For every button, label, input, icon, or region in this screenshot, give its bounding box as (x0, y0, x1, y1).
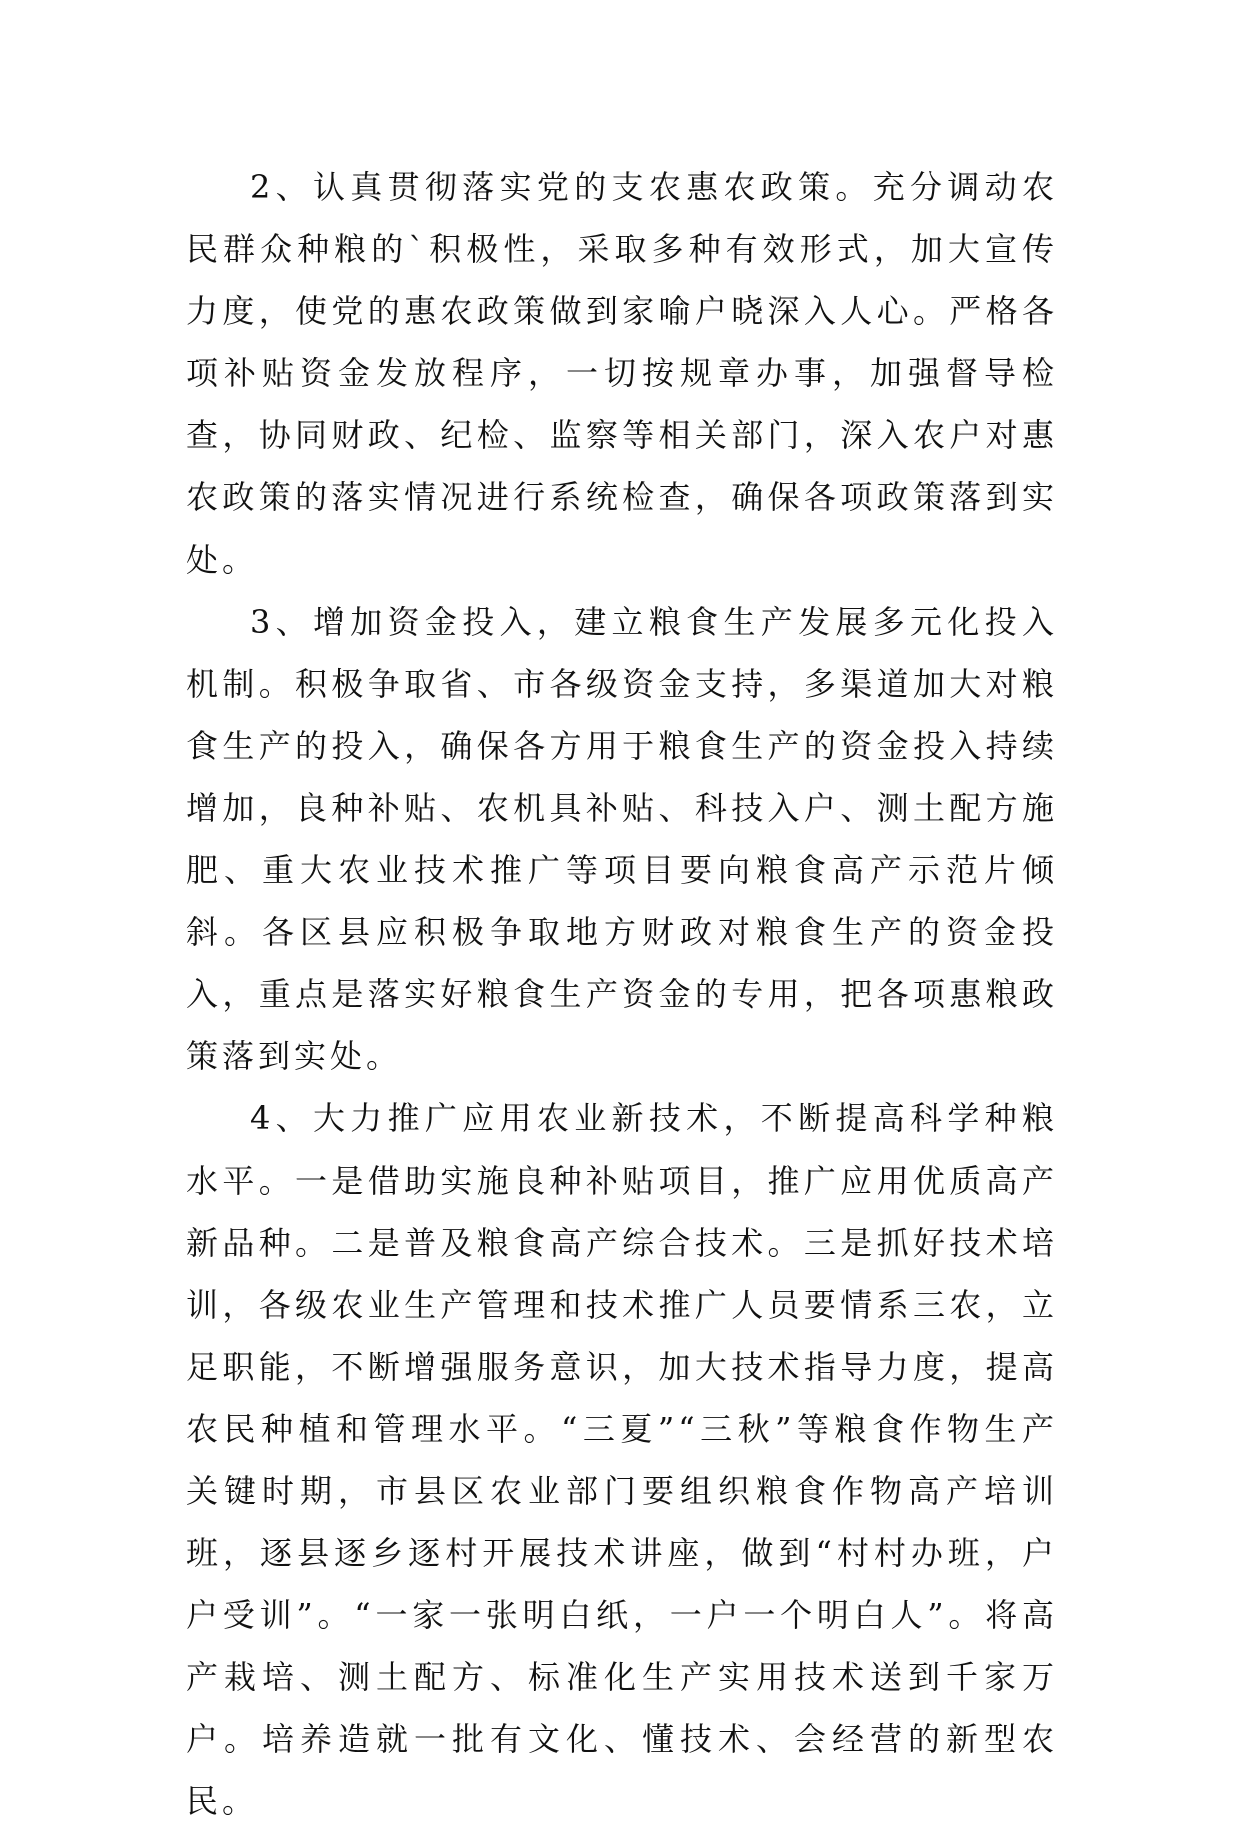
paragraph-funding-investment: 3、增加资金投入，建立粮食生产发展多元化投入机制。积极争取省、市各级资金支持，多渠道加大对粮食生产的投入，确保各方用于粮食生产的资金投入持续增加，良种补贴、农机具补贴、科技入户、测土配方施肥、重大农业技术推广等项目要向粮食高产示范片倾斜。各区县应积极争取地方财政对粮食生产的资金投入，重点是落实好粮食生产资金的专用，把各项惠粮政策落到实处。 (186, 602, 1058, 1076)
paragraph-technology-promotion: 4、大力推广应用农业新技术，不断提高科学种粮水平。一是借助实施良种补贴项目，推广应用优质高产新品种。二是普及粮食高产综合技术。三是抓好技术培训，各级农业生产管理和技术推广人员要情系三农，立足职能，不断增强服务意识，加大技术指导力度，提高农民种植和管理水平。“三夏”“三秋”等粮食作物生产关键时期，市县区农业部门要组织粮食作物高产培训班，逐县逐乡逐村开展技术讲座，做到“村村办班，户户受训”。“一家一张明白纸，一户一个明白人”。将高产栽培、测土配方、标准化生产实用技术送到千家万户。培养造就一批有文化、懂技术、会经营的新型农民。 (186, 1099, 1058, 1821)
paragraph-policy-implementation: 2、认真贯彻落实党的支农惠农政策。充分调动农民群众种粮的`积极性，采取多种有效形式，加大宣传力度，使党的惠农政策做到家喻户晓深入人心。严格各项补贴资金发放程序，一切按规章办事，加强督导检查，协同财政、纪检、监察等相关部门，深入农户对惠农政策的落实情况进行系统检查，确保各项政策落到实处。 (186, 168, 1058, 579)
document-body (186, 156, 1058, 1833)
